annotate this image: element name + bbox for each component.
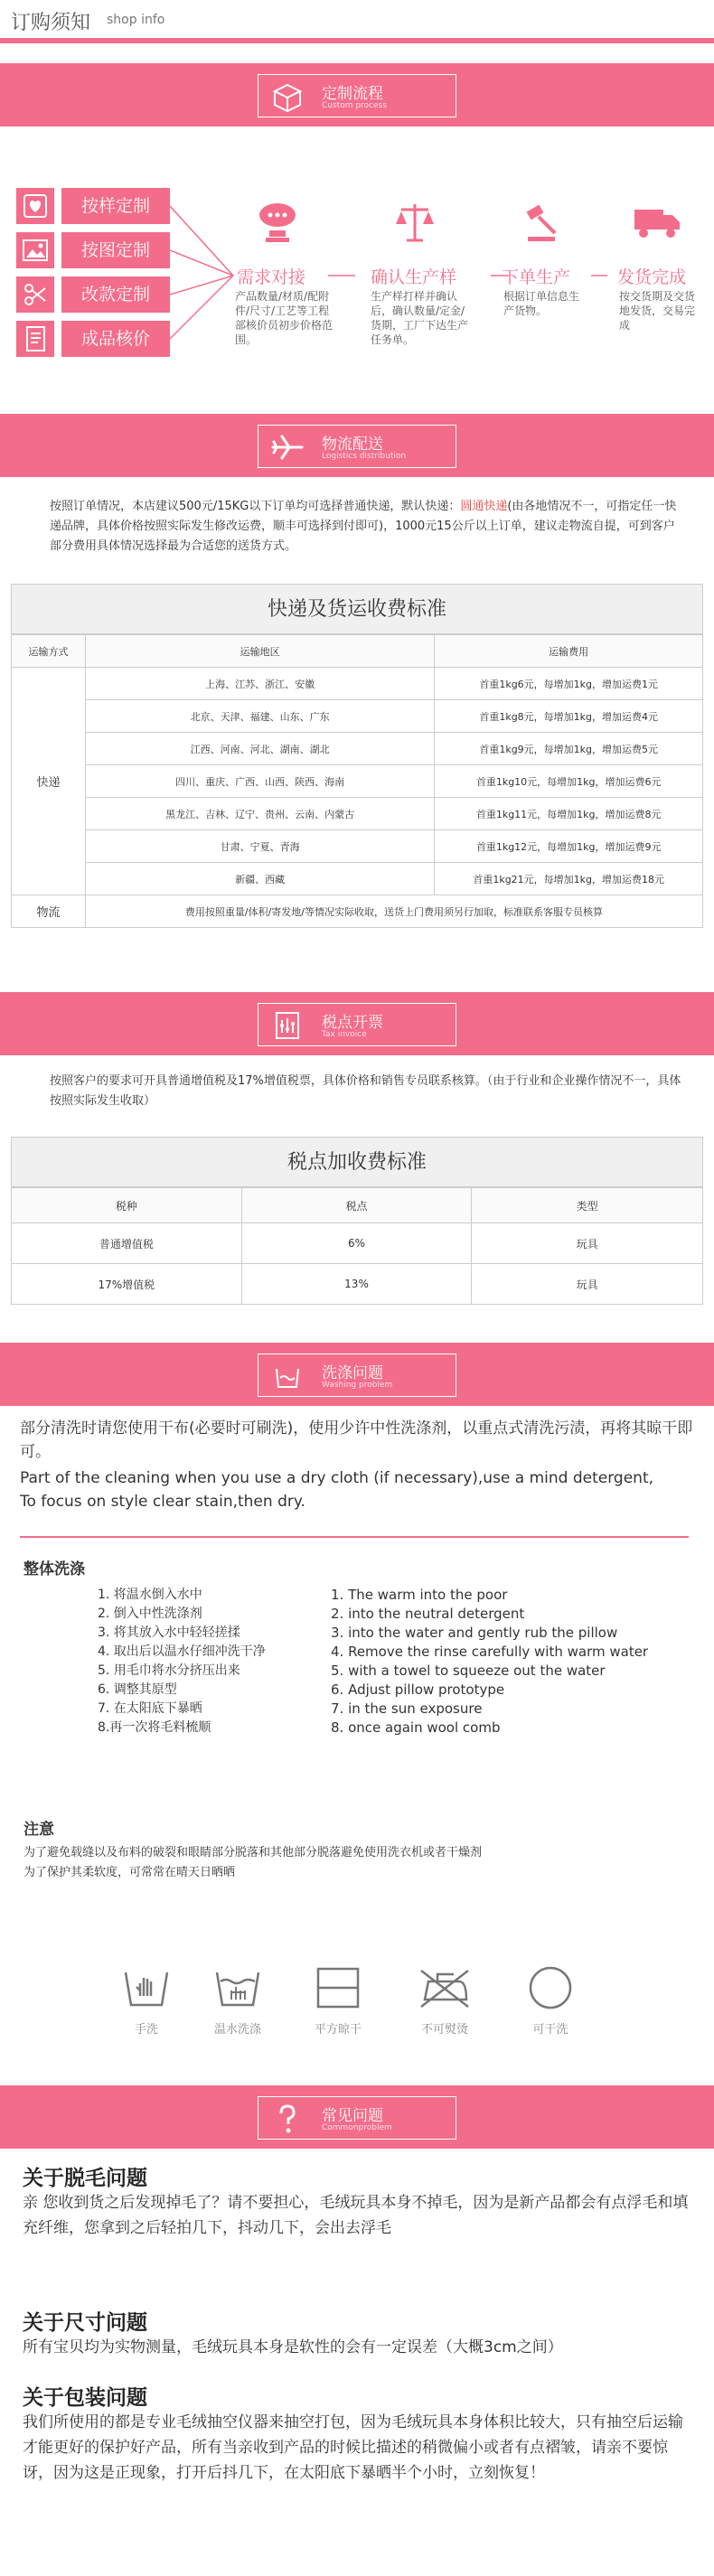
wash-basin-icon xyxy=(271,1360,304,1392)
section-subtitle-process: Custom process xyxy=(322,101,387,110)
region-cell: 上海、江苏、浙江、安徽 xyxy=(85,668,434,700)
region-cell: 江西、河南、河北、湖南、湖北 xyxy=(85,733,434,765)
tax-table-title: 税点加收费标准 xyxy=(11,1137,703,1187)
option-label: 按样定制 xyxy=(61,188,170,224)
tax-kind-cell: 17%增值税 xyxy=(12,1264,242,1305)
warm-wash-icon xyxy=(213,1965,262,2010)
section-title-tax: 税点开票 xyxy=(322,1014,383,1032)
option-by-sample xyxy=(16,188,170,224)
no-iron-icon xyxy=(416,1965,474,2010)
section-subtitle-washing: Washing problem xyxy=(322,1381,393,1390)
list-item: 2. 倒入中性洗涤剂 xyxy=(98,1606,202,1621)
list-item: 1. The warm into the poor xyxy=(331,1587,508,1603)
whole-wash-title: 整体洗涤 xyxy=(23,1560,85,1578)
fee-cell: 首重1kg11元，每增加1kg，增加运费8元 xyxy=(435,798,703,830)
list-item: 1. 将温水倒入水中 xyxy=(98,1588,202,1602)
region-cell: 黑龙江、吉林、辽宁、贵州、云南、内蒙古 xyxy=(85,798,434,830)
dry-clean-icon xyxy=(526,1965,575,2010)
fee-cell: 首重1kg21元，每增加1kg，增加运费18元 xyxy=(435,863,703,895)
list-item: 3. 将其放入水中轻轻搓揉 xyxy=(98,1625,240,1640)
step-title: 需求对接 xyxy=(237,267,306,287)
list-item: 4. Remove the rinse carefully with warm water xyxy=(331,1644,649,1660)
care-label: 手洗 xyxy=(134,2023,158,2037)
fee-cell: 首重1kg12元，每增加1kg，增加运费9元 xyxy=(435,830,703,863)
table-row xyxy=(12,863,703,895)
care-label: 可干洗 xyxy=(532,2023,568,2037)
section-banner-tax xyxy=(0,992,714,1055)
step-title: 发货完成 xyxy=(617,267,687,287)
wash-steps-cn xyxy=(98,1586,324,1738)
faq-question: 关于尺寸问题 xyxy=(23,2311,147,2335)
option-label: 按图定制 xyxy=(61,232,170,268)
step-description: 根据订单信息生产货物。 xyxy=(503,290,580,317)
faq-question: 关于脱毛问题 xyxy=(23,2167,147,2190)
flat-dry-icon xyxy=(314,1965,362,2010)
list-item: 5. with a towel to squeeze out the water xyxy=(331,1663,606,1679)
table-row xyxy=(12,733,703,765)
option-price-check xyxy=(16,321,170,357)
tax-table xyxy=(11,1187,703,1305)
table-header: 运输地区 xyxy=(85,635,434,668)
region-cell: 北京、天津、福建、山东、广东 xyxy=(85,700,434,733)
fee-cell: 首重1kg6元，每增加1kg，增加运费1元 xyxy=(435,668,703,700)
table-header: 类型 xyxy=(472,1188,703,1223)
section-title-faq: 常见问题 xyxy=(322,2107,383,2125)
section-title-washing: 洗涤问题 xyxy=(322,1364,383,1382)
table-row xyxy=(12,895,703,928)
logistics-intro: 按照订单情况，本店建议500元/15KG以下订单均可选择普通快递，默认快递：圆通快递(由各地情况不一，可指定任一快递品牌，具体价格按照实际发生修改运费，顺丰可选择到付即可)，1000元15公斤以上订单，建议走物流自提，可到客户部分费用具体情况选择最为合适您的送货方式。 xyxy=(50,500,677,553)
faq-question: 关于包装问题 xyxy=(23,2386,147,2410)
fee-cell: 首重1kg9元，每增加1kg，增加运费5元 xyxy=(435,733,703,765)
divider xyxy=(20,1536,689,1538)
table-row xyxy=(12,765,703,798)
image-icon xyxy=(16,232,54,268)
table-header: 税点 xyxy=(241,1188,472,1223)
care-warm-wash xyxy=(206,1965,269,2037)
care-no-iron xyxy=(413,1965,476,2037)
gavel-icon xyxy=(519,201,568,244)
table-row xyxy=(12,798,703,830)
truck-icon xyxy=(633,201,681,244)
question-icon xyxy=(271,2103,304,2135)
shipping-table xyxy=(11,634,703,928)
care-dry-clean xyxy=(519,1965,582,2037)
tax-rate-cell: 13% xyxy=(241,1264,472,1305)
section-banner-logistics xyxy=(0,414,714,477)
page-subtitle: shop info xyxy=(107,13,165,27)
care-hand-wash xyxy=(115,1965,178,2037)
list-item: 3. into the water and gently rub the pillow xyxy=(331,1625,618,1641)
fee-cell: 首重1kg10元，每增加1kg，增加运费6元 xyxy=(435,765,703,798)
table-row xyxy=(12,1264,703,1305)
care-label: 不可熨烫 xyxy=(420,2023,468,2037)
hand-wash-icon xyxy=(122,1965,171,2010)
heart-icon xyxy=(16,188,54,224)
section-subtitle-tax: Tax invoice xyxy=(322,1030,367,1039)
page-title: 订购须知 xyxy=(11,12,91,34)
section-banner-faq xyxy=(0,2085,714,2149)
table-row xyxy=(12,668,703,700)
section-subtitle-logistics: Logistics distribution xyxy=(322,452,407,461)
washing-intro-en-2: To focus on style clear stain,then dry. xyxy=(20,1493,305,1511)
list-item: 7. 在太阳底下暴晒 xyxy=(98,1701,202,1716)
list-item: 6. Adjust pillow prototype xyxy=(331,1681,505,1698)
region-cell: 四川、重庆、广西、山西、陕西、海南 xyxy=(85,765,434,798)
step-title: 确认生产样 xyxy=(371,267,457,287)
table-header: 运输方式 xyxy=(12,635,86,668)
shipping-method: 物流 xyxy=(12,895,86,928)
invoice-icon xyxy=(271,1009,304,1042)
care-label: 平方晾干 xyxy=(314,2023,362,2037)
region-cell: 甘肃、宁夏、青海 xyxy=(85,830,434,863)
care-flat-dry xyxy=(306,1965,370,2037)
section-title-logistics: 物流配送 xyxy=(322,436,383,454)
region-cell: 新疆、西藏 xyxy=(85,863,434,895)
table-header: 运输费用 xyxy=(435,635,703,668)
shipping-method: 快递 xyxy=(12,668,86,895)
care-label: 温水洗涤 xyxy=(213,2023,261,2037)
faq-answer: 亲 您收到货之后发现掉毛了？请不要担心，毛绒玩具本身不掉毛，因为是新产品都会有点浮毛和填充纤维，您拿到之后轻拍几下，抖动几下，会出去浮毛 xyxy=(23,2194,689,2237)
tax-type-cell: 玩具 xyxy=(472,1264,703,1305)
table-row xyxy=(12,830,703,863)
option-modify xyxy=(16,276,170,313)
package-icon xyxy=(271,80,304,113)
scissors-icon xyxy=(16,276,54,313)
note-line: 为了避免载缝以及布料的破裂和眼睛部分脱落和其他部分脱落避免使用洗衣机或者干燥剂 xyxy=(23,1846,483,1859)
list-item: 4. 取出后以温水仔细冲洗干净 xyxy=(98,1644,266,1659)
note-title: 注意 xyxy=(23,1821,54,1839)
shipping-table-title: 快递及货运收费标准 xyxy=(11,584,703,634)
faq-answer: 我们所使用的都是专业毛绒抽空仪器来抽空打包，因为毛绒玩具本身体积比较大，只有抽空后运输才能更好的保护好产品，所有当亲收到产品的时候比描述的稍微偏小或者有点褶皱，请亲不要惊讶，因为这是正现象，打开后抖几下，在太阳底下暴晒半个小时，立刻恢复！ xyxy=(23,2413,683,2482)
header-divider xyxy=(0,38,714,43)
section-banner-process xyxy=(0,63,714,126)
document-icon xyxy=(16,321,54,357)
faq-answer: 所有宝贝均为实物测量，毛绒玩具本身是软性的会有一定误差（大概3cm之间） xyxy=(23,2338,563,2356)
option-label: 改款定制 xyxy=(61,276,170,313)
list-item: 7. in the sun exposure xyxy=(331,1700,483,1717)
washing-intro-cn: 部分清洗时请您使用干布(必要时可刷洗)，使用少许中性洗涤剂，以重点式清洗污渍，再将其晾干即可。 xyxy=(20,1419,693,1461)
option-label: 成品核价 xyxy=(61,321,170,357)
list-item: 8.再一次将毛料梳顺 xyxy=(98,1720,211,1735)
tax-intro: 按照客户的要求可开具普通增值税及17%增值税票，具体价格和销售专员联系核算。（由于行业和企业操作情况不一，具体按照实际发生收取） xyxy=(50,1074,681,1108)
list-item: 2. into the neutral detergent xyxy=(331,1606,525,1622)
step-title: 下单生产 xyxy=(502,267,571,287)
note-line: 为了保护其柔软度，可常常在晴天日晒晒 xyxy=(23,1866,236,1879)
note-text xyxy=(23,1843,701,1883)
option-by-image xyxy=(16,232,170,268)
tax-type-cell: 玩具 xyxy=(472,1223,703,1264)
washing-intro-en-1: Part of the cleaning when you use a dry cloth (if necessary),use a mind detergent, xyxy=(20,1469,654,1487)
step-description: 按交货期及交货地发货，交易完成 xyxy=(619,290,696,332)
section-title-process: 定制流程 xyxy=(322,85,383,103)
logistics-note: 费用按照重量/体积/寄发地/等情况实际收取，送货上门费用须另行加取，标准联系客服专员核算 xyxy=(85,895,702,928)
scale-icon xyxy=(390,201,439,244)
step-description: 产品数量/材质/配附件/尺寸/工艺等工程部核价员初步价格范围。 xyxy=(235,290,334,346)
table-row xyxy=(12,1223,703,1264)
wash-steps-en xyxy=(331,1586,701,1738)
fee-cell: 首重1kg8元，每增加1kg，增加运费4元 xyxy=(435,700,703,733)
tax-kind-cell: 普通增值税 xyxy=(12,1223,242,1264)
step-description: 生产样打样并确认后，确认数量/定金/货期，工厂下达生产任务单。 xyxy=(371,290,469,346)
section-subtitle-faq: Commonproblem xyxy=(322,2123,392,2132)
chat-bubble-icon xyxy=(253,201,302,244)
list-item: 6. 调整其原型 xyxy=(98,1682,177,1697)
list-item: 8. once again wool comb xyxy=(331,1719,501,1736)
tax-rate-cell: 6% xyxy=(241,1223,472,1264)
section-banner-washing xyxy=(0,1343,714,1406)
airplane-icon xyxy=(271,431,304,464)
table-header: 税种 xyxy=(12,1188,242,1223)
list-item: 5. 用毛巾将水分挤压出来 xyxy=(98,1663,240,1678)
table-row xyxy=(12,700,703,733)
